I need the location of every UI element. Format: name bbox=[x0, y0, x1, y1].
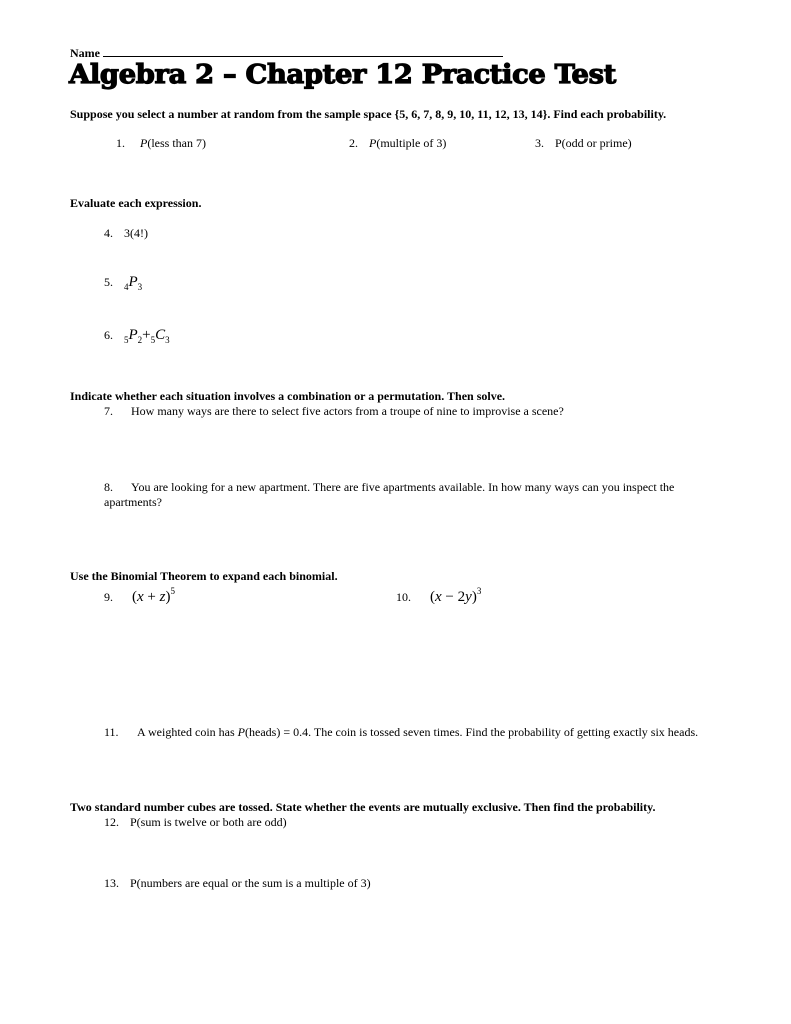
question-number: 4. bbox=[104, 226, 113, 240]
question-6 bbox=[104, 327, 170, 345]
question-2: 2. P(multiple of 3) bbox=[349, 136, 447, 150]
question-number: 6. bbox=[104, 328, 113, 342]
section-instruction-binomial: Use the Binomial Theorem to expand each binomial. bbox=[70, 569, 338, 583]
question-number: 13. bbox=[104, 876, 119, 890]
name-label: Name bbox=[70, 46, 100, 60]
question-number: 5. bbox=[104, 275, 113, 289]
section-instruction-number-cubes: Two standard number cubes are tossed. State whether the events are mutually exclusive. Then find the probability. bbox=[70, 800, 656, 814]
question-number: 3. bbox=[535, 136, 544, 150]
question-number: 11. bbox=[104, 725, 119, 739]
question-number: 8. bbox=[104, 480, 113, 494]
question-number: 7. bbox=[104, 404, 113, 418]
question-13: 13. P(numbers are equal or the sum is a multiple of 3) bbox=[104, 876, 371, 890]
page-title: Algebra 2 – Chapter 12 Practice Test bbox=[69, 60, 616, 90]
question-10 bbox=[396, 586, 481, 606]
question-number: 10. bbox=[396, 590, 411, 604]
question-12: 12. P(sum is twelve or both are odd) bbox=[104, 815, 287, 829]
question-number: 1. bbox=[116, 136, 125, 150]
question-number: 12. bbox=[104, 815, 119, 829]
question-5 bbox=[104, 274, 142, 292]
question-9 bbox=[104, 586, 175, 606]
name-blank-line[interactable] bbox=[103, 45, 503, 57]
binomial-expression: $(x - 2y)^3$ bbox=[430, 586, 482, 605]
section-instruction-probability: Suppose you select a number at random from the sample space {5, 6, 7, 8, 9, 10, 11, 12, 13, 14}. Find each probability. bbox=[70, 107, 667, 121]
section-instruction-combination-permutation: Indicate whether each situation involves a combination or a permutation. Then solve. bbox=[70, 389, 506, 403]
permutation-plus-combination-expression: $_5P_2+_5C_3$ bbox=[124, 327, 170, 345]
question-number: 2. bbox=[349, 136, 358, 150]
question-number: 9. bbox=[104, 590, 113, 604]
question-7: 7. How many ways are there to select five actors from a troupe of nine to improvise a scene? bbox=[104, 404, 564, 418]
section-instruction-evaluate: Evaluate each expression. bbox=[70, 196, 202, 210]
question-4: 4. 3(4!) bbox=[104, 226, 148, 240]
question-3: 3. P(odd or prime) bbox=[535, 136, 632, 150]
permutation-expression: $_4P_3$ bbox=[124, 274, 143, 292]
question-11: 11. A weighted coin has P(heads) = 0.4. The coin is tossed seven times. Find the probability of getting exactly six heads. bbox=[104, 725, 699, 739]
question-8: 8. You are looking for a new apartment. There are five apartments available. In how many ways can you inspect the apartments? bbox=[104, 480, 675, 509]
question-1: 1. P(less than 7) bbox=[116, 136, 206, 150]
name-field[interactable] bbox=[70, 45, 503, 61]
binomial-expression: $(x + z)^5$ bbox=[132, 586, 175, 605]
